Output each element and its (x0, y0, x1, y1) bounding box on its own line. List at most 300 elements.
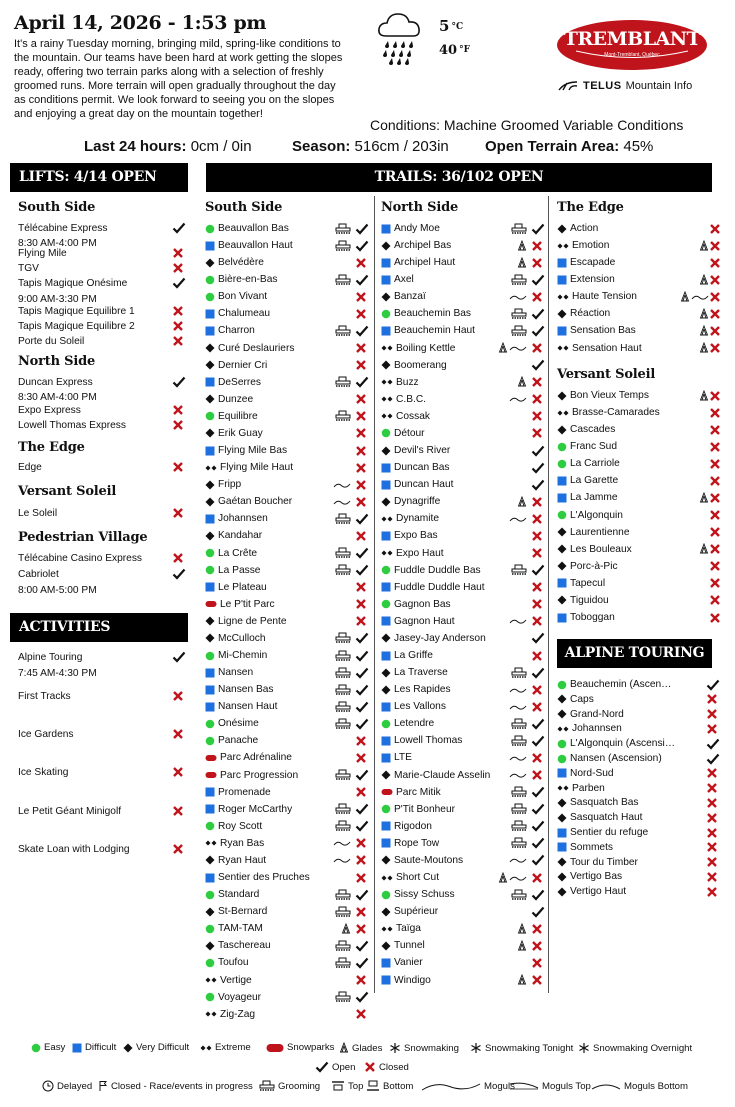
trail-row (381, 937, 425, 954)
difficult-square-icon (205, 326, 215, 336)
x-closed-icon (531, 342, 543, 354)
trail-name: Rope Tow (394, 837, 440, 849)
glades-icon (699, 492, 709, 504)
trail-status (531, 545, 543, 562)
difficult-square-icon (381, 258, 391, 268)
x-closed-icon (531, 257, 543, 269)
extreme-double-diamond-icon (381, 377, 393, 387)
trail-name: Tiguidou (570, 594, 609, 606)
very-difficult-diamond-icon (557, 391, 567, 401)
trail-status (355, 374, 369, 391)
trail-condition-icons (699, 541, 709, 558)
trail-row (205, 527, 262, 544)
lift-name: Tapis Magique Onésime (18, 278, 128, 289)
trail-row (381, 818, 432, 835)
trail-row (205, 357, 267, 374)
glades-icon (699, 274, 709, 286)
legend-label: Top (348, 1080, 364, 1092)
difficult-square-icon (205, 514, 215, 524)
trail-status (355, 1006, 367, 1023)
moguls-icon (509, 514, 527, 524)
trail-name: Vertige (220, 974, 252, 986)
trail-row (381, 271, 414, 288)
difficult-square-icon (557, 828, 567, 838)
x-closed-icon (355, 308, 367, 320)
extreme-double-diamond-icon (381, 394, 393, 404)
very-difficult-diamond-icon (381, 855, 391, 865)
moguls-icon (509, 394, 527, 404)
trail-status (709, 340, 721, 357)
trail-name: Toufou (218, 957, 249, 969)
legend-label: Extreme (215, 1042, 251, 1053)
glades-icon (699, 325, 709, 337)
trail-status (531, 288, 543, 305)
trail-status (355, 937, 369, 954)
trail-status (531, 613, 543, 630)
legend-item (72, 1042, 116, 1053)
grooming-icon (335, 632, 351, 644)
glades-icon (517, 496, 527, 508)
glades-icon (517, 940, 527, 952)
trail-row (205, 374, 261, 391)
difficult-square-icon (381, 531, 391, 541)
check-open-icon (172, 376, 186, 388)
trail-condition-icons (699, 340, 709, 357)
trail-condition-icons (511, 835, 527, 852)
trail-name: Tour du Timber (570, 856, 638, 868)
legend-label: Snowmaking (404, 1042, 459, 1054)
x-closed-icon (172, 419, 184, 431)
trail-row (205, 254, 264, 271)
very-difficult-diamond-icon (205, 480, 215, 490)
x-closed-icon (531, 291, 543, 303)
glades-icon (517, 376, 527, 388)
trail-name: Voyageur (218, 991, 262, 1003)
check-open-icon (172, 222, 186, 234)
trail-name: Sensation Haut (572, 342, 642, 354)
report-date: April 14, 2026 - 1:53 pm (14, 12, 267, 34)
easy-circle-icon (381, 309, 391, 319)
x-closed-icon (355, 342, 367, 354)
legend-label: Closed (379, 1061, 409, 1073)
trail-name: Andy Moe (394, 223, 440, 234)
tremblant-logo (556, 19, 708, 71)
trail-name: Belvédère (218, 257, 264, 269)
check-open-icon (531, 803, 545, 815)
trail-name: Sensation Bas (570, 325, 636, 337)
lift-name: Télécabine Express (18, 223, 108, 234)
trail-condition-icons (335, 767, 351, 784)
trail-status (355, 596, 367, 613)
glades-icon (517, 257, 527, 269)
lift-hours: 8:00 AM-5:00 PM (18, 585, 97, 596)
trail-name: Flying Mile Haut (220, 462, 294, 474)
trail-name: Cossak (396, 410, 430, 422)
trail-status (531, 357, 545, 374)
x-closed-icon (172, 690, 184, 702)
glades-icon (517, 240, 527, 252)
trail-row (381, 852, 463, 869)
easy-circle-icon (31, 1043, 41, 1053)
legend-label: Delayed (57, 1080, 93, 1092)
easy-circle-icon (205, 651, 215, 661)
trail-status (531, 886, 545, 903)
trail-row (557, 558, 618, 575)
x-closed-icon (355, 854, 367, 866)
trail-name: Les Vallons (394, 701, 446, 713)
easy-circle-icon (205, 719, 215, 729)
trail-status (355, 801, 369, 818)
check-open-icon (531, 786, 545, 798)
x-closed-icon (531, 496, 543, 508)
check-open-icon (355, 769, 369, 781)
top-grooming-icon (331, 1080, 345, 1092)
x-closed-icon (531, 240, 543, 252)
trail-condition-icons (335, 510, 351, 527)
trail-status (355, 305, 367, 322)
grooming-icon (335, 650, 351, 662)
trail-row (557, 404, 660, 421)
moguls-icon (691, 292, 709, 302)
x-closed-icon (709, 509, 721, 521)
trail-condition-icons (335, 408, 351, 425)
trail-name: Jasey-Jay Anderson (394, 632, 486, 644)
trail-status (709, 288, 721, 305)
trail-row (205, 408, 258, 425)
trail-name: Promenade (218, 786, 271, 798)
x-closed-icon (706, 812, 718, 824)
trail-condition-icons (511, 801, 527, 818)
column-divider (374, 196, 375, 993)
trail-name: Action (570, 223, 599, 234)
trail-row (205, 664, 253, 681)
trail-status (531, 527, 543, 544)
x-closed-icon (709, 257, 721, 269)
x-closed-icon (172, 805, 184, 817)
trail-name: Fuddle Duddle Haut (394, 581, 485, 593)
x-closed-icon (706, 827, 718, 839)
very-difficult-diamond-icon (557, 527, 567, 537)
x-closed-icon (355, 393, 367, 405)
very-difficult-diamond-icon (381, 685, 391, 695)
lift-status (172, 419, 184, 434)
lift-status (172, 305, 184, 320)
trail-condition-icons (335, 374, 351, 391)
trail-row (557, 322, 636, 339)
lift-name: Tapis Magique Equilibre 1 (18, 306, 135, 317)
trail-name: Sissy Schuss (394, 889, 455, 901)
check-open-icon (531, 735, 545, 747)
trail-name: Standard (218, 889, 260, 901)
extreme-double-diamond-icon (381, 548, 393, 558)
trail-row (381, 322, 475, 339)
grooming-icon (335, 820, 351, 832)
trail-status (355, 869, 367, 886)
legend-item (98, 1080, 253, 1092)
check-open-icon (706, 738, 720, 750)
x-closed-icon (709, 577, 721, 589)
trail-status (709, 305, 721, 322)
trail-row (205, 493, 292, 510)
grooming-icon (335, 957, 351, 969)
trail-condition-icons (335, 681, 351, 698)
check-open-icon (355, 632, 369, 644)
easy-circle-icon (557, 510, 567, 520)
trail-status (355, 493, 367, 510)
very-difficult-diamond-icon (557, 798, 567, 808)
trail-status (531, 493, 543, 510)
x-closed-icon (706, 723, 718, 735)
grooming-icon (335, 513, 351, 525)
x-closed-icon (709, 407, 721, 419)
difficult-square-icon (381, 736, 391, 746)
trail-name: Beauchemin Bas (394, 308, 472, 320)
glades-icon (699, 308, 709, 320)
x-closed-icon (531, 547, 543, 559)
difficult-square-icon (381, 582, 391, 592)
easy-circle-icon (557, 459, 567, 469)
easy-circle-icon (205, 958, 215, 968)
difficult-square-icon (205, 804, 215, 814)
activities-header: ACTIVITIES (10, 613, 188, 642)
moguls-icon (333, 855, 351, 865)
difficult-square-icon (205, 582, 215, 592)
check-open-icon (355, 223, 369, 235)
trail-name: Les Rapides (394, 684, 451, 696)
trail-row (205, 237, 293, 254)
grooming-icon (335, 889, 351, 901)
trail-status (531, 869, 543, 886)
trail-row (205, 767, 298, 784)
trail-status (355, 579, 367, 596)
x-closed-icon (355, 462, 367, 474)
trail-name: Duncan Bas (394, 462, 450, 474)
lift-name: Edge (18, 462, 42, 473)
trail-condition-icons (511, 322, 527, 339)
check-open-icon (172, 568, 186, 580)
extreme-double-diamond-icon (381, 514, 393, 524)
trail-status (531, 664, 545, 681)
trail-name: Kandahar (218, 530, 263, 542)
grooming-icon (511, 718, 527, 730)
trail-condition-icons (509, 288, 527, 305)
trail-name: Dynagriffe (394, 496, 441, 508)
check-open-icon (531, 854, 545, 866)
trail-name: Expo Haut (396, 547, 444, 559)
trail-section-title: South Side (205, 200, 283, 215)
trail-status (531, 630, 545, 647)
trail-row (381, 459, 450, 476)
lift-hours: 8:30 AM-4:00 PM (18, 238, 97, 249)
lifts-header: LIFTS: 4/14 OPEN (10, 163, 188, 192)
trail-condition-icons (335, 954, 351, 971)
temp-celsius-unit: °C (451, 22, 464, 32)
trail-row (381, 835, 439, 852)
temperature (439, 17, 470, 58)
legend-item (42, 1080, 92, 1092)
trail-name: Vanier (394, 957, 423, 969)
trail-row (381, 972, 431, 989)
lift-group-title: Versant Soleil (18, 484, 117, 499)
trail-row (381, 749, 412, 766)
grooming-icon (259, 1080, 275, 1092)
easy-circle-icon (205, 224, 215, 234)
easy-circle-icon (381, 804, 391, 814)
very-difficult-diamond-icon (205, 941, 215, 951)
trail-row (205, 442, 287, 459)
last-24-hours (84, 138, 252, 155)
trail-row (205, 903, 267, 920)
trail-condition-icons (498, 869, 527, 886)
check-open-icon (531, 906, 545, 918)
x-closed-icon (531, 684, 543, 696)
bottom-grooming-icon (366, 1080, 380, 1092)
trail-row (205, 749, 292, 766)
trail-row (557, 305, 610, 322)
check-open-icon (531, 632, 545, 644)
legend-item (509, 1080, 591, 1092)
x-closed-icon (709, 223, 721, 235)
check-open-icon (531, 718, 545, 730)
x-closed-icon (709, 291, 721, 303)
grooming-icon (335, 547, 351, 559)
trail-condition-icons (335, 937, 351, 954)
easy-circle-icon (381, 428, 391, 438)
trail-name: La Crête (218, 547, 258, 559)
trail-name: Lowell Thomas (394, 735, 463, 747)
trail-status (531, 715, 545, 732)
trail-condition-icons (335, 664, 351, 681)
trail-condition-icons (517, 972, 527, 989)
legend-item (315, 1061, 355, 1073)
grooming-icon (335, 906, 351, 918)
trail-status (531, 254, 543, 271)
trail-row (205, 698, 277, 715)
trail-name: Boomerang (394, 359, 447, 371)
x-closed-icon (355, 923, 367, 935)
season-total (292, 138, 449, 155)
check-open-icon (315, 1061, 329, 1073)
trail-row (381, 681, 451, 698)
grooming-icon (511, 735, 527, 747)
check-open-icon (531, 359, 545, 371)
trail-row (381, 237, 451, 254)
trail-name: Johannsen (572, 723, 622, 735)
trail-name: Archipel Haut (394, 257, 456, 269)
check-open-icon (355, 940, 369, 952)
telus-label: Mountain Info (625, 80, 693, 92)
difficult-square-icon (381, 958, 391, 968)
trail-name: Johannsen (218, 513, 268, 525)
check-open-icon (531, 445, 545, 457)
trail-name: Réaction (570, 308, 611, 320)
trail-status (355, 237, 369, 254)
trail-name: Windigo (394, 974, 431, 986)
trail-name: Archipel Bas (394, 240, 452, 252)
x-closed-icon (706, 797, 718, 809)
difficult-square-icon (72, 1043, 82, 1053)
trail-status (355, 322, 369, 339)
x-closed-icon (709, 526, 721, 538)
trail-name: Roger McCarthy (218, 803, 293, 815)
glades-icon (680, 291, 690, 303)
glades-icon (341, 923, 351, 935)
x-closed-icon (172, 728, 184, 740)
trail-status (355, 391, 367, 408)
trail-status (709, 455, 721, 472)
trail-condition-icons (335, 237, 351, 254)
trail-row (205, 852, 266, 869)
trail-status (355, 613, 367, 630)
trail-row (557, 883, 626, 900)
trail-name: Nansen Bas (218, 684, 274, 696)
trail-name: Sentier des Pruches (218, 872, 310, 884)
trail-status (709, 322, 721, 339)
trail-name: Zig-Zag (220, 1008, 256, 1020)
trail-row (381, 391, 426, 408)
legend-label: Glades (352, 1042, 383, 1054)
activity-name: First Tracks (18, 691, 71, 702)
x-closed-icon (709, 308, 721, 320)
check-open-icon (531, 564, 545, 576)
trail-name: St-Bernard (218, 906, 268, 918)
x-closed-icon (355, 257, 367, 269)
difficult-square-icon (205, 702, 215, 712)
difficult-square-icon (205, 685, 215, 695)
trail-name: Bon Vivant (218, 291, 268, 303)
trail-status (355, 476, 367, 493)
grooming-icon (335, 223, 351, 235)
trail-row (557, 592, 609, 609)
trail-name: Sentier du refuge (570, 827, 649, 838)
trail-status (531, 579, 543, 596)
trail-status (531, 801, 545, 818)
trail-condition-icons (335, 630, 351, 647)
trail-name: Duncan Haut (394, 479, 454, 491)
trail-name: Marie-Claude Asselin (394, 769, 491, 781)
trail-name: Dernier Cri (218, 359, 268, 371)
trail-row (557, 421, 615, 438)
check-open-icon (355, 274, 369, 286)
moguls-icon (509, 753, 527, 763)
trail-name: Détour (394, 427, 425, 439)
extreme-double-diamond-icon (557, 408, 569, 418)
trail-status (709, 472, 721, 489)
glades-icon (517, 974, 527, 986)
lift-status (172, 552, 184, 567)
x-closed-icon (355, 752, 367, 764)
extreme-double-diamond-icon (200, 1043, 212, 1053)
activity-name: Ice Skating (18, 767, 69, 778)
trail-condition-icons (335, 715, 351, 732)
x-closed-icon (531, 923, 543, 935)
legend-item (31, 1042, 65, 1053)
trail-status (355, 288, 367, 305)
extreme-double-diamond-icon (557, 292, 569, 302)
trail-row (205, 818, 262, 835)
trail-status (355, 664, 369, 681)
check-open-icon (355, 650, 369, 662)
trail-row (381, 698, 446, 715)
glades-icon (517, 923, 527, 935)
x-closed-icon (172, 552, 184, 564)
trail-status (355, 459, 367, 476)
very-difficult-diamond-icon (557, 709, 567, 719)
trail-row (381, 442, 450, 459)
snowpark-icon (205, 599, 217, 609)
extreme-double-diamond-icon (205, 1009, 217, 1019)
x-closed-icon (172, 335, 184, 347)
